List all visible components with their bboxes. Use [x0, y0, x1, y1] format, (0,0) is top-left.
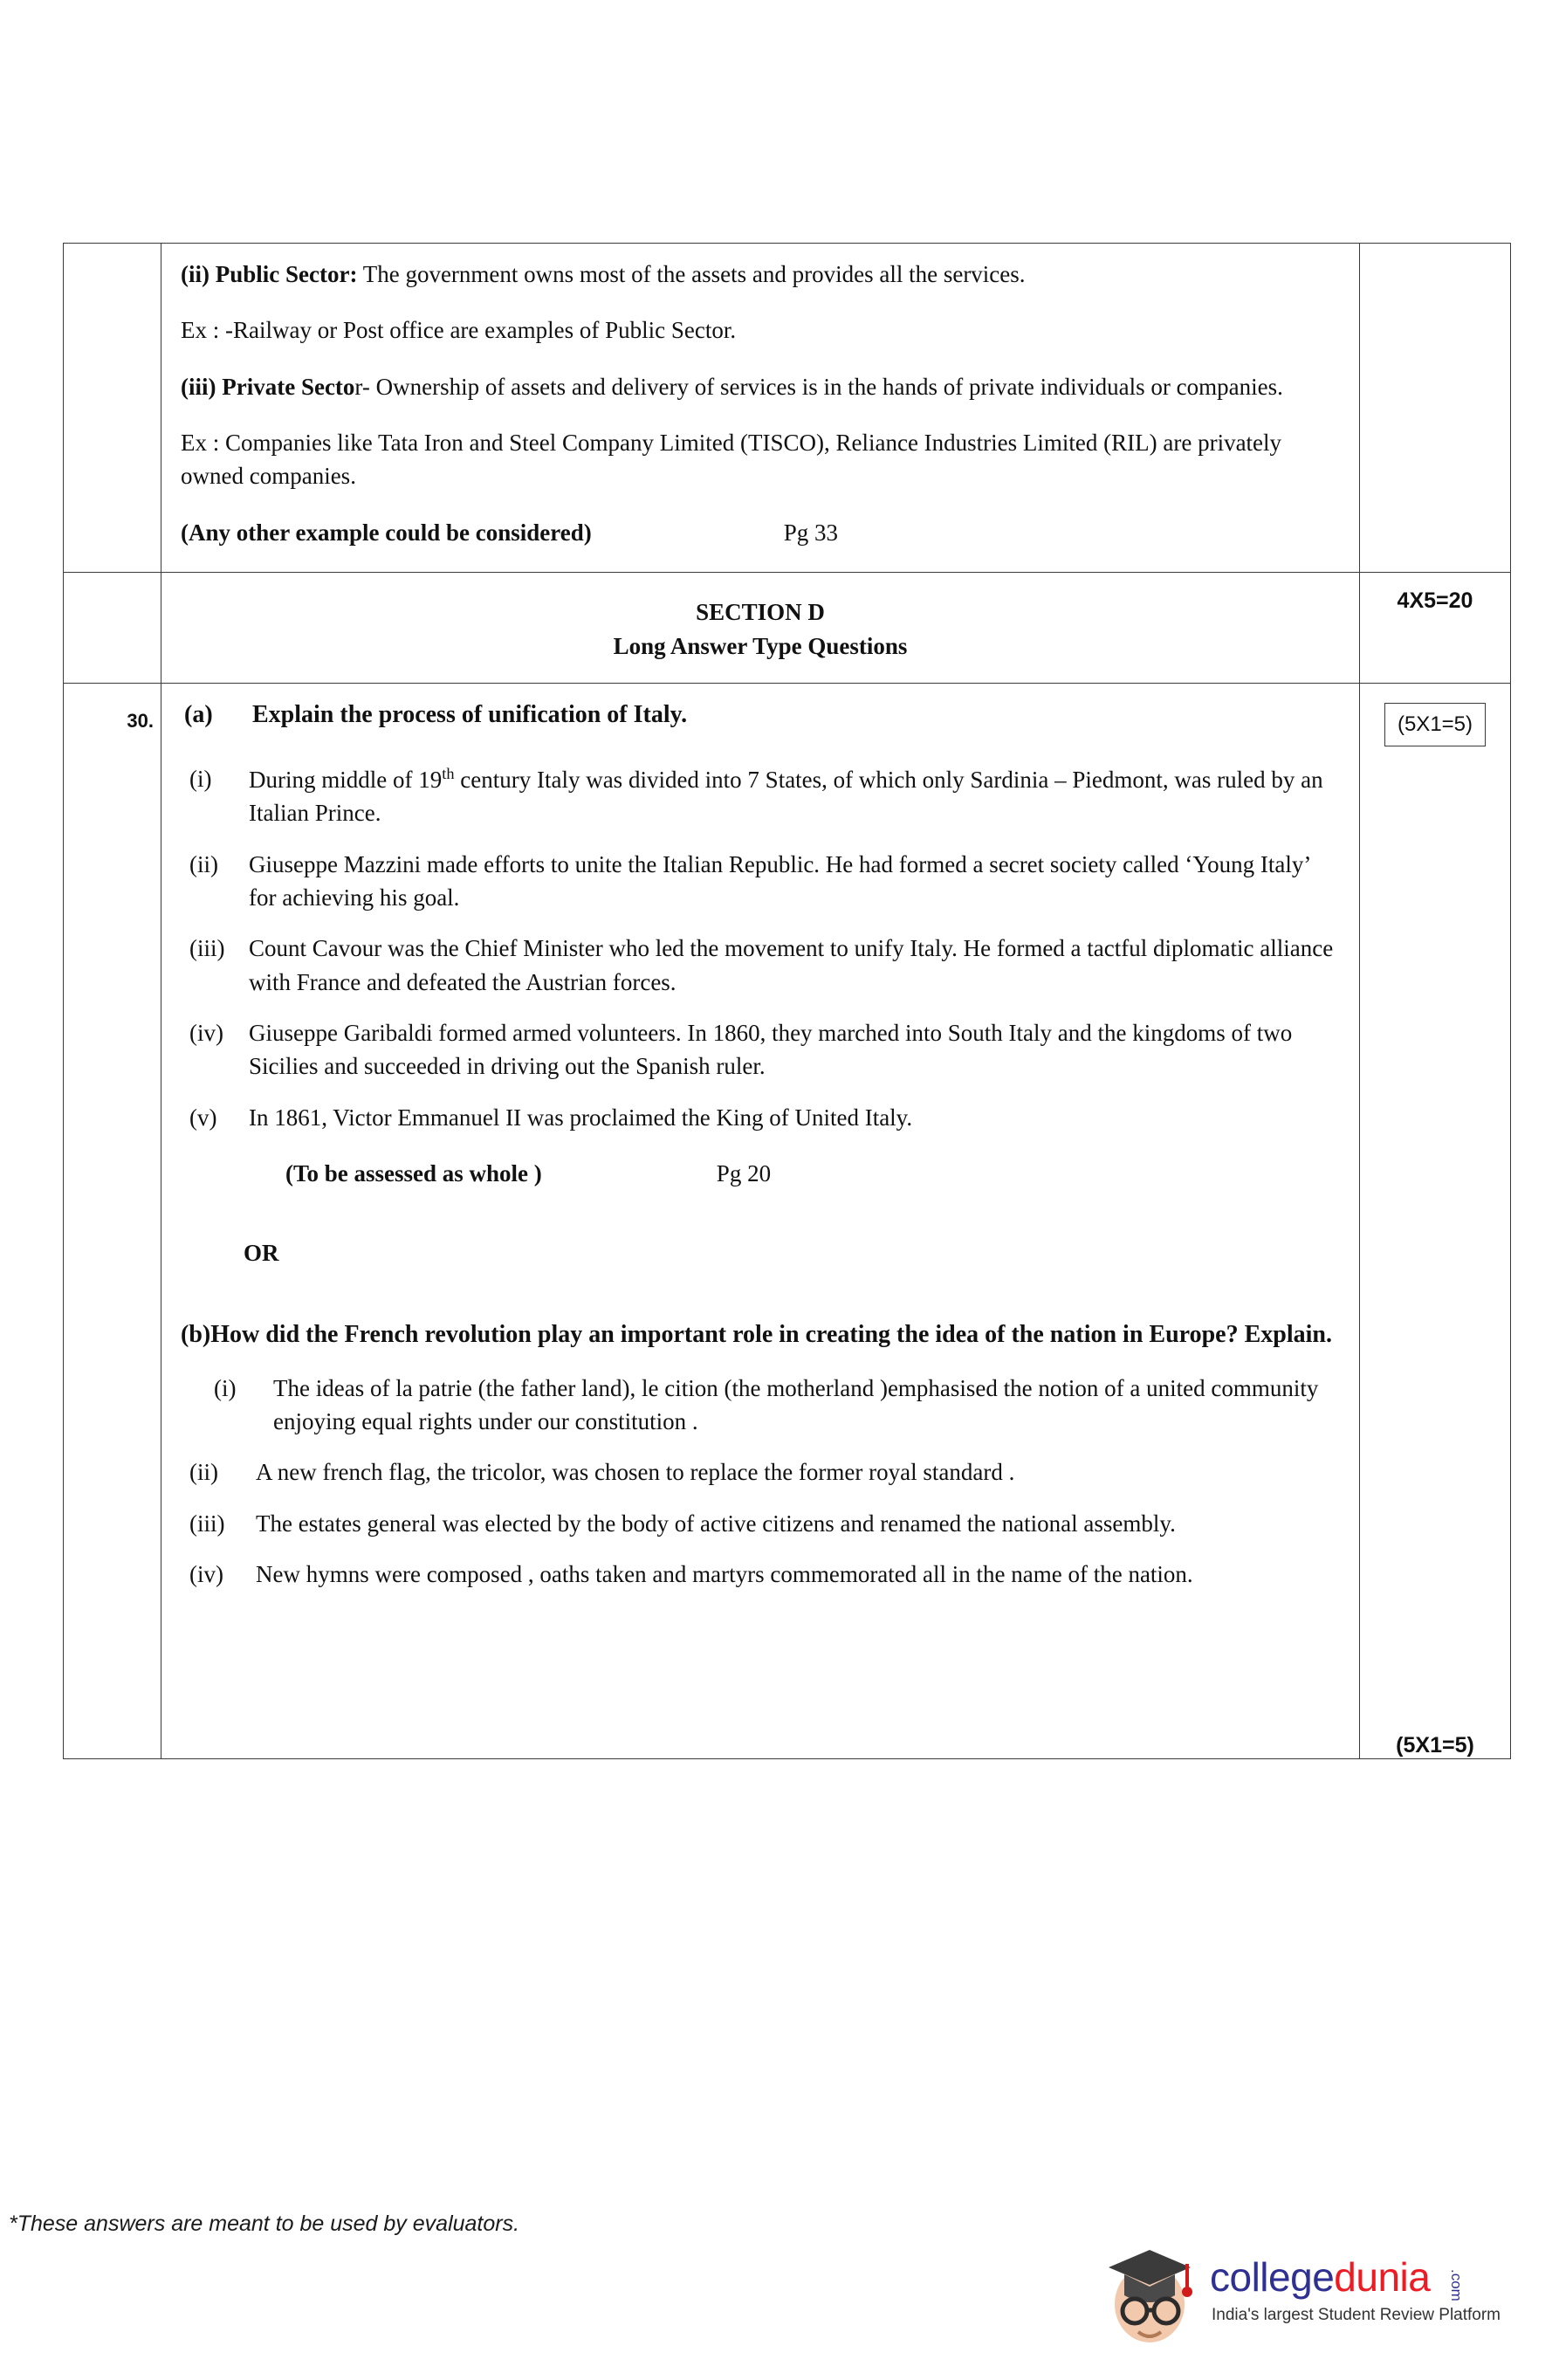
- item-text: The ideas of la patrie (the father land), le cition (the motherland )emphasised the notion of a united community enjoying equal rights under our constitution .: [273, 1374, 1319, 1435]
- table-row-question-30: [64, 684, 1511, 1759]
- part-a-label: (a): [184, 701, 213, 729]
- section-title: SECTION D: [696, 598, 825, 625]
- item-marker: (ii): [189, 850, 218, 877]
- list-item: [181, 1455, 1340, 1489]
- or-separator: OR: [244, 1239, 279, 1266]
- private-sector-example: Ex : Companies like Tata Iron and Steel Company Limited (TISCO), Reliance Industries Limited (RIL) are privately owned companies.: [181, 429, 1282, 490]
- item-text: [249, 762, 1340, 830]
- item-text: Giuseppe Garibaldi formed armed volunteers. In 1860, they marched into South Italy and the kingdoms of two Sicilies and succeeded in driving out the Spanish ruler.: [249, 1019, 1293, 1080]
- public-sector-label: (ii) Public Sector:: [181, 261, 358, 287]
- question-number-cell: [64, 244, 161, 573]
- marks-badge-mid: (5X1=5): [1396, 1733, 1474, 1758]
- item-marker: (v): [189, 1104, 217, 1131]
- section-title-cell: [161, 572, 1360, 683]
- section-number-cell: [64, 572, 161, 683]
- part-b-heading: (b)How did the French revolution play an important role in creating the idea of the nation in Europe? Explain.: [181, 1320, 1332, 1348]
- list-item: [181, 1101, 1340, 1134]
- table-row: [64, 244, 1511, 573]
- brand-tagline: India's largest Student Review Platform: [1212, 2306, 1501, 2324]
- item-text: A new french flag, the tricolor, was chosen to replace the former royal standard .: [256, 1459, 1015, 1486]
- item-text: Giuseppe Mazzini made efforts to unite the Italian Republic. He had formed a secret society called ‘Young Italy’ for achieving his goal.: [249, 850, 1310, 911]
- private-sector-text: r- Ownership of assets and delivery of services is in the hands of private individuals or companies.: [354, 373, 1283, 400]
- question-30-marks-cell: [1360, 684, 1511, 1759]
- item-text: In 1861, Victor Emmanuel II was proclaimed the King of United Italy.: [249, 1104, 913, 1131]
- item-marker: (iv): [189, 1019, 223, 1046]
- item-text: New hymns were composed , oaths taken and martyrs commemorated all in the name of the nation.: [256, 1561, 1193, 1588]
- item-text-post: century Italy was divided into 7 States, of which only Sardinia – Piedmont, was ruled by an Italian Prince.: [249, 767, 1323, 827]
- question-30-number-cell: [64, 684, 161, 1759]
- part-a-heading-row: [181, 698, 1340, 733]
- public-sector-example: Ex : -Railway or Post office are examples of Public Sector.: [181, 317, 737, 344]
- list-item: [181, 848, 1340, 915]
- answer-key-table: [63, 243, 1511, 1759]
- section-marks: 4X5=20: [1397, 588, 1473, 613]
- any-other-example-text: (Any other example could be considered): [181, 519, 592, 546]
- item-text: Count Cavour was the Chief Minister who led the movement to unify Italy. He formed a tactful diplomatic alliance with France and defeated the Austrian forces.: [249, 935, 1334, 995]
- item-marker: (i): [214, 1374, 237, 1401]
- marks-badge-top: (5X1=5): [1384, 703, 1486, 746]
- brand-domain-suffix: .com: [1448, 2269, 1465, 2301]
- list-item: [181, 1016, 1340, 1083]
- section-subtitle: Long Answer Type Questions: [613, 633, 908, 660]
- marks-cell: [1360, 244, 1511, 573]
- evaluator-note: *These answers are meant to be used by evaluators.: [9, 2211, 520, 2236]
- item-marker: (iii): [189, 1510, 225, 1537]
- list-item: [181, 932, 1340, 999]
- private-sector-paragraph: [181, 370, 1340, 403]
- page-reference-33: Pg 33: [783, 519, 839, 546]
- item-marker: (iii): [189, 935, 225, 962]
- item-marker: (iv): [189, 1561, 223, 1588]
- list-item: [181, 762, 1340, 830]
- private-sector-label: (iii) Private Secto: [181, 373, 355, 400]
- item-marker: (i): [189, 766, 212, 792]
- item-text-pre: During middle of 19: [249, 767, 443, 793]
- item-superscript: th: [442, 765, 455, 782]
- any-other-example-line: [181, 516, 1340, 549]
- public-sector-paragraph: [181, 258, 1340, 291]
- brand-wordmark: [1210, 2253, 1430, 2301]
- list-item: [181, 1558, 1340, 1591]
- question-30-number: 30.: [127, 710, 154, 733]
- assessment-note: (To be assessed as whole ): [285, 1159, 542, 1187]
- answer-body-cell: [161, 244, 1360, 573]
- part-a-heading: Explain the process of unification of Italy.: [252, 701, 688, 729]
- question-30-body-cell: [161, 684, 1360, 1759]
- collegedunia-watermark: [1098, 2239, 1517, 2353]
- item-marker: (ii): [189, 1459, 218, 1486]
- section-marks-cell: [1360, 572, 1511, 683]
- brand-name-part2: dunia: [1334, 2254, 1431, 2300]
- page-reference-20: Pg 20: [716, 1159, 772, 1187]
- brand-name-part1: college: [1210, 2254, 1335, 2300]
- table-row-section-header: [64, 572, 1511, 683]
- graduate-mascot-icon: [1098, 2241, 1201, 2353]
- list-item: [181, 1372, 1340, 1439]
- public-sector-text: The government owns most of the assets and provides all the services.: [357, 261, 1026, 287]
- assessment-note-row: [181, 1160, 1340, 1187]
- item-text: The estates general was elected by the body of active citizens and renamed the national assembly.: [256, 1510, 1176, 1537]
- list-item: [181, 1507, 1340, 1540]
